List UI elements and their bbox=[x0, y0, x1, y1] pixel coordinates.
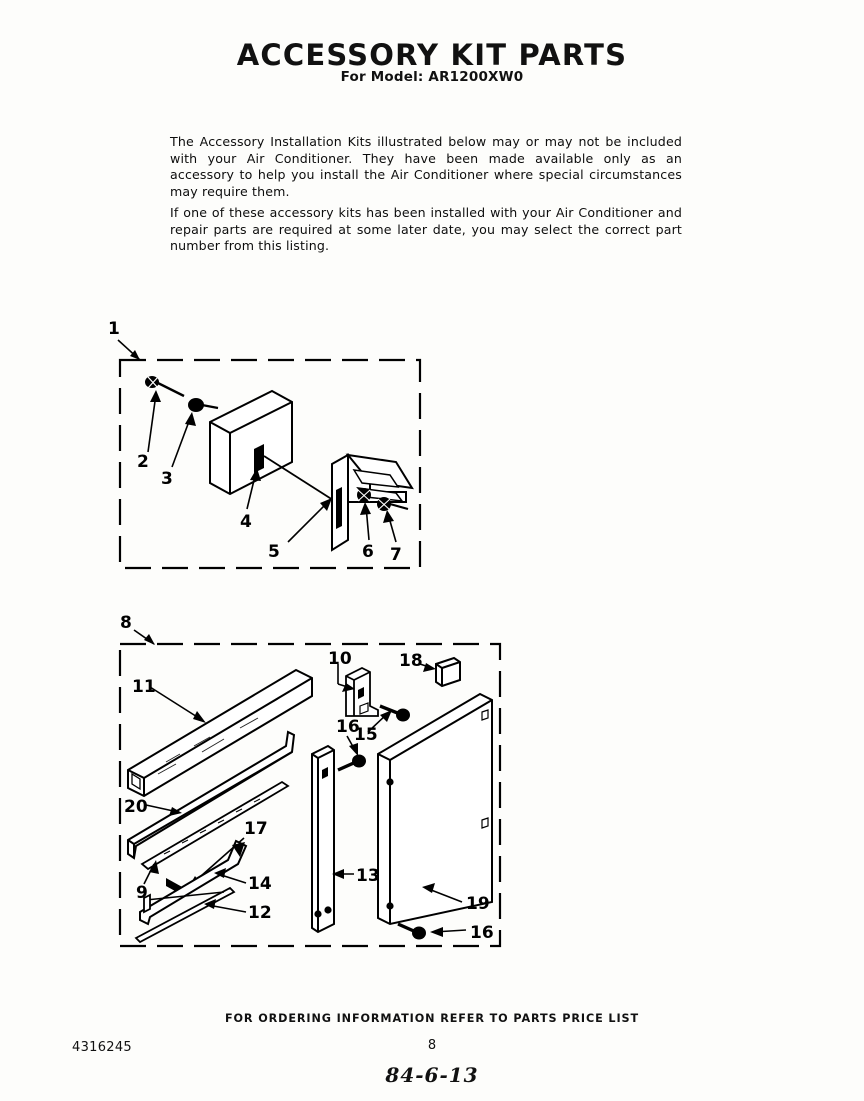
leader-7 bbox=[383, 510, 396, 542]
callout-2: 2 bbox=[137, 452, 149, 472]
callout-12: 12 bbox=[248, 903, 272, 923]
page-title: ACCESSORY KIT PARTS bbox=[236, 38, 628, 72]
leader-16-lower bbox=[430, 927, 466, 937]
leader-13 bbox=[332, 869, 354, 879]
intro-paragraph: The Accessory Installation Kits illustrated below may or may not be included with your Air Conditioner. They have been made available only as an accessory to help you install the Air Conditioner where special circumstances may require them. bbox=[170, 134, 682, 199]
callout-15: 15 bbox=[354, 725, 378, 745]
assembly-guide-line bbox=[264, 456, 333, 500]
part-screw-16-lower bbox=[398, 924, 426, 940]
callout-8: 8 bbox=[120, 613, 132, 633]
leader-8 bbox=[134, 630, 155, 645]
callout-14: 14 bbox=[248, 874, 272, 894]
footer-notice: FOR ORDERING INFORMATION REFER TO PARTS PRICE LIST bbox=[224, 1012, 640, 1025]
page-number: 8 bbox=[427, 1038, 437, 1053]
leader-6 bbox=[360, 502, 371, 540]
callout-1: 1 bbox=[108, 319, 120, 339]
model-subtitle: For Model: AR1200XW0 bbox=[340, 69, 524, 85]
document-number: 4316245 bbox=[72, 1040, 132, 1055]
callout-3: 3 bbox=[161, 469, 173, 489]
part-fastener-6 bbox=[357, 488, 371, 502]
leader-5 bbox=[288, 498, 332, 542]
callout-4: 4 bbox=[240, 512, 252, 532]
part-grommet-3 bbox=[188, 398, 218, 412]
accessory-kit-diagram-lower bbox=[106, 602, 516, 957]
callout-7: 7 bbox=[390, 545, 402, 565]
callout-5: 5 bbox=[268, 542, 280, 562]
leader-2 bbox=[148, 390, 161, 452]
leader-11 bbox=[150, 687, 206, 723]
repair-paragraph: If one of these accessory kits has been installed with your Air Conditioner and repair parts are required at some later date, you may select the correct part number from this listing. bbox=[170, 205, 682, 253]
accessory-kit-diagram-upper bbox=[96, 312, 436, 587]
revision-stamp: 84-6-13 bbox=[385, 1063, 479, 1087]
part-angle-bracket-10 bbox=[346, 668, 378, 716]
callout-16-lower: 16 bbox=[470, 923, 494, 943]
callout-16-upper: 16 bbox=[336, 717, 360, 737]
callout-17: 17 bbox=[244, 819, 268, 839]
leader-1 bbox=[118, 340, 140, 360]
callout-9: 9 bbox=[136, 883, 148, 903]
callout-11: 11 bbox=[132, 677, 156, 697]
part-screw-2 bbox=[145, 376, 184, 396]
callout-6: 6 bbox=[362, 542, 374, 562]
part-block-18 bbox=[436, 658, 460, 686]
part-bracket-5 bbox=[332, 455, 412, 550]
leader-3 bbox=[172, 412, 196, 467]
callout-20: 20 bbox=[124, 797, 148, 817]
part-channel-13 bbox=[312, 746, 334, 932]
callout-13: 13 bbox=[356, 866, 380, 886]
callout-10: 10 bbox=[328, 649, 352, 669]
part-screw-16-upper bbox=[338, 755, 366, 771]
callout-18: 18 bbox=[399, 651, 423, 671]
callout-19: 19 bbox=[466, 894, 490, 914]
part-panel-19 bbox=[378, 694, 492, 924]
